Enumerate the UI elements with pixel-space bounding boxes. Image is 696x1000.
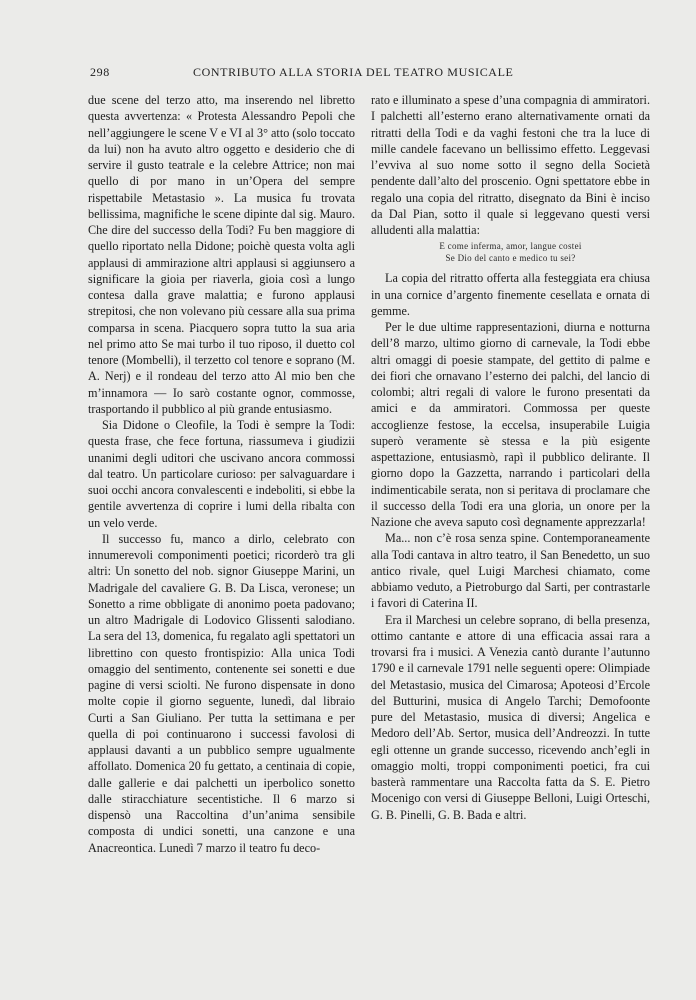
left-column — [88, 92, 355, 856]
verse-quote — [371, 240, 650, 264]
paragraph: Sia Didone o Cleofile, la Todi è sempre la Todi: questa frase, che fece fortuna, riassumeva i giudizii unanimi degli uditori che uscivano ancora commossi dal teatro. Un particolare curioso: per salvaguardare i suoi occhi ancora convalescenti e indeboliti, si ebbe la gentile avvertenza di coprire i lumi della ribalta con un velo verde. — [88, 418, 355, 530]
paragraph: Era il Marchesi un celebre soprano, di bella presenza, ottimo cantante e attore di una efficacia assai rara a trovarsi fra i musici. A Venezia cantò durante l’autunno 1790 e il carnevale 1791 nelle seguenti opere: Olimpiade del Metastasio, musica del Cimarosa; Apoteosi d’Ercole del Butturini, musica di Angelo Tarchi; Demofoonte pure del Metastasio, musica di diversi; Angelica e Medoro dell’Ab. Sertor, musica dell’Andreozzi. In tutte egli ottenne un grande successo, ricevendo anch’egli in omaggio molti, troppi componimenti poetici, fra cui basterà rammentare una Raccolta fatta da S. E. Pietro Mocenigo con versi di Giuseppe Belloni, Luigi Orteschi, G. B. Pinelli, G. B. Bada e altri. — [371, 612, 650, 822]
paragraph: rato e illuminato a spese d’una compagnia di ammiratori. I palchetti all’esterno erano alternativamente ornati da ritratti della Todi e da vaghi festoni che tra la luce di mille candele facevano un bellissimo effetto. Leggevasi l’evviva al suo nome sotto il segno della Società pendente dall’alto del proscenio. Ogni spettatore ebbe in regalo una copia del ritratto, disegnato da Bini è inciso da Dal Pian, sotto il quale si leggevano questi versi alludenti alla malattia: — [371, 93, 650, 237]
verse-line: E come inferma, amor, langue costei — [439, 241, 582, 252]
paragraph: La copia del ritratto offerta alla festeggiata era chiusa in una cornice d’argento finemente cesellata e ornata di gemme. — [371, 271, 650, 318]
paragraph: due scene del terzo atto, ma inserendo nel libretto questa avvertenza: « Protesta Alessandro Pepoli che nell’aggiungere le scene V e VI al 3° atto (solo toccato da lui) non ha avuto altro oggetto e desiderio che di servire il gusto teatrale e la celebre Attrice; non mai quello di por mano in un’Opera del sempre rispettabile Metastasio ». La musica fu trovata bellissima, magnifiche le scene dipinte dal sig. Mauro. Che dire del successo della Todi? Fu ben maggiore di quello riportato nella Didone; poichè questa volta agli applausi di ammirazione altri applausi si aggiunsero a significare la gioia per riaverla, gioia così a lungo contesa dalla grave malattia; e furono applausi strepitosi, che non volevano più cessare alla sua prima comparsa in scena. Piacquero sopra tutto la sua aria nel primo atto Se mai turbo il tuo riposo, il duetto col tenore (Mombelli), il terzetto col tenore e soprano (M. A. Nerj) e il rondeau del terzo atto Al mio ben che m’innamora — Io sarò costante ognor, commosse, trasportando il pubblico al più grande entusiasmo. — [88, 93, 355, 416]
running-title: CONTRIBUTO ALLA STORIA DEL TEATRO MUSICALE — [193, 65, 514, 79]
right-column — [371, 92, 650, 823]
paragraph: Il successo fu, manco a dirlo, celebrato con innumerevoli componimenti poetici; ricorderò tra gli altri: Un sonetto del nob. signor Giuseppe Marini, un Madrigale del cavaliere G. B. Da Lisca, veronese; un Sonetto a rime obbligate di anonimo poeta padovano; un altro Madrigale di Lodovico Glissenti salodiano. La sera del 13, domenica, fu regalato agli spettatori un librettino con questo frontispizio: Alla unica Todi omaggio del sentimento, contenente sei sonetti e due pagine di versi sciolti. Ne furono dispensate in dono molte copie il giorno seguente, lunedì, dal libraio Curti a San Giuliano. Per tutta la settimana e per quella di poi continuarono i successi favolosi di applausi davanti a un pubblico sempre ugualmente affollato. Domenica 20 fu gettato, a centinaia di copie, dalle gallerie e dai palchetti un iperbolico sonetto dalle stiracchiature secentistiche. Il 6 marzo si dispensò una Raccoltina d’un’anima sensibile composta di undici sonetti, una canzone e una Anacreontica. Lunedì 7 marzo il teatro fu deco- — [88, 531, 355, 855]
page-number: 298 — [90, 65, 110, 79]
verse-line: Se Dio del canto e medico tu sei? — [445, 253, 576, 264]
paragraph: Per le due ultime rappresentazioni, diurna e notturna dell’8 marzo, ultimo giorno di carnevale, la Todi ebbe altri omaggi di poesie stampate, del gettito di palme e dei fiori che ornavano l’esterno dei palchi, del lancio di colombi; altri regali di valore le furono presentati da amici e da ammiratori. Commossa per queste accoglienze festose, la eccelsa, insuperabile Luigia superò veramente sè stessa e la più esigente aspettazione, entusiasmò, rapì il pubblico delirante. Il giorno dopo la Gazzetta, narrando i particolari della indimenticabile serata, non si peritava di proclamare che il successo della Todi era una gloria, un onore per la Nazione che aveva saputo così degnamente apprezzarla! — [371, 320, 650, 529]
paragraph: Ma... non c’è rosa senza spine. Contemporaneamente alla Todi cantava in altro teatro, il San Benedetto, un suo antico rivale, quel Luigi Marchesi chiamato, come abbiamo veduto, a Pietroburgo dal Sarti, per contrastarle i favori di Caterina II. — [371, 531, 650, 611]
